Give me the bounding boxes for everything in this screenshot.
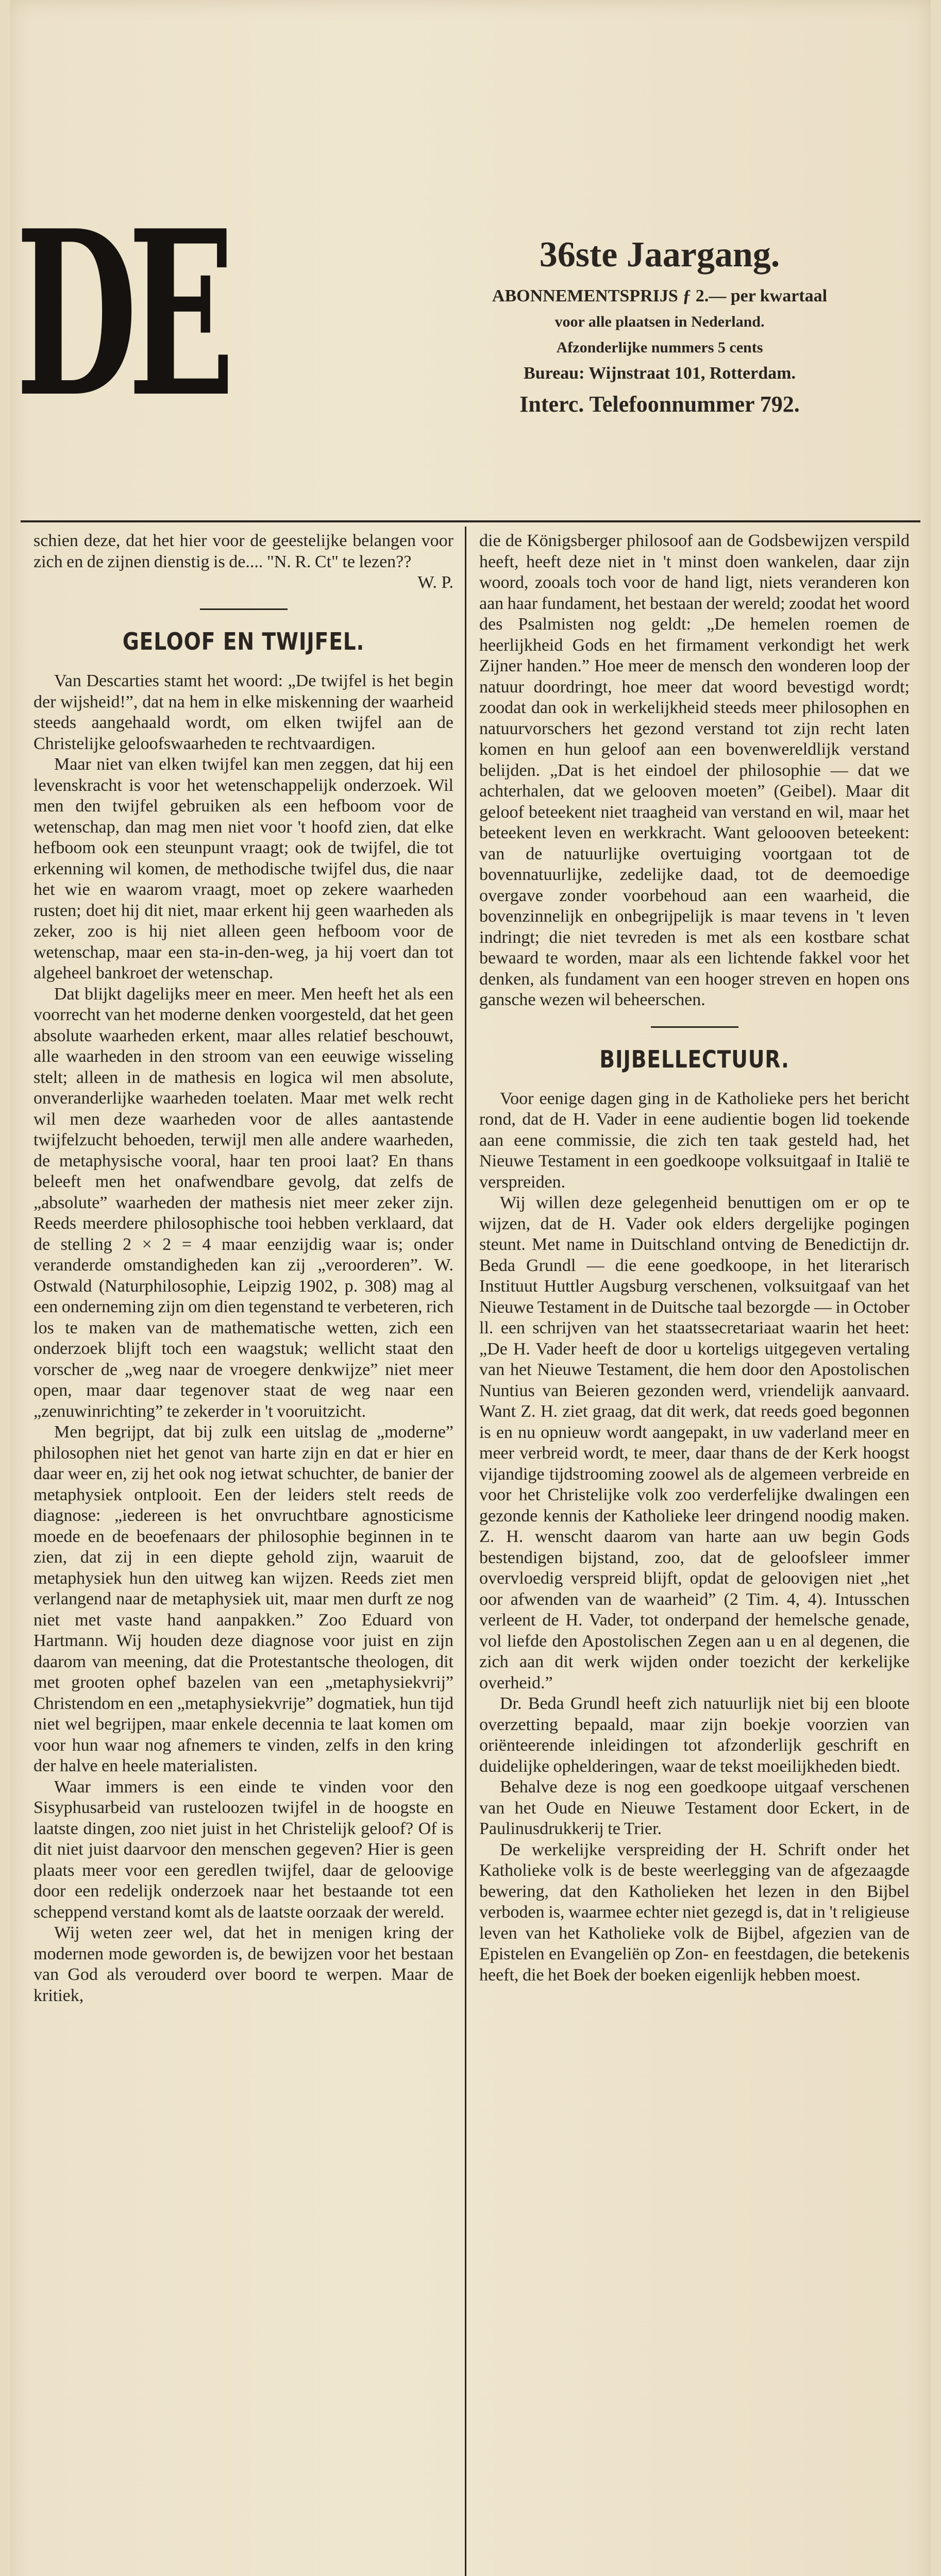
article-paragraph: Wij willen deze gelegenheid benuttigen om er op te wijzen, dat de H. Vader ook elders dergelijke pogingen steunt. Met name in Duitschland ontving de Benedictijn dr. Beda Grundl — die eene goedkoope, in het literarisch Instituut Huttler Augsburg verschenen, volksuitgaaf van het Nieuwe Testament in de Duitsche taal bezorgde — in October ll. een schrijven van het staatssecretariaat waarin het heet: „De H. Vader heeft de door u korteligs uitgegeven vertaling van het Nieuwe Testament, die hem door den Apostolischen Nuntius van Beieren gezonden werd, vriendelijk aanvaard. Want Z. H. ziet graag, dat dit werk, dat reeds goed begonnen is en nu opnieuw wordt aangepakt, in uw vaderland meer en meer verbreid wordt, te meer, daar thans de der Kerk hoogst vijandige tijdstrooming zoowel als de algemeen verbreide en voor het Christelijke volk zoo verderfelijke dwalingen een gezonde kennis der Katholieke leer dringend noodig maken. Z. H. wenscht daarom van harte aan uw begin Gods bestendigen bijstand, zoo, dat de geloofsleer immer overvloedig verspreid blijft, opdat de geloovigen niet „het oor afwenden van de waarheid” (2 Tim. 4, 4). Intusschen verleent de H. Vader, tot onderpand der hemelsche genade, vol liefde den Apostolischen Zegen aan u en al degenen, die zich aan dit werk wijden onder toezicht der kerkelijke overheid.” [479,1193,910,1692]
article-continuation: die de Königsberger philosoof aan de Godsbewijzen verspild heeft, heeft deze niet in 't minst doen wankelen, daar zijn woord, zooals toch voor de hand ligt, niets veranderen kon aan haar fundament, het bestaan der wereld; zoodat het woord des Psalmisten nog geldt: „De hemelen roemen de heerlijkheid Gods en het firmament verkondigt het werk Zijner handen.” Hoe meer de mensch den wonderen loop der natuur doordringt, hoe meer dat woord bevestigd wordt; zoodat dan ook in werkelijkheid steeds meer philosophen en natuurvorschers het gezond verstand tot zijn recht laten komen en hun geloof aan een bovenwereldlijk verstand belijden. „Dat is het eindoel der philosophie — dat we achterhalen, dat we gelooven moeten” (Geibel). Maar dit geloof beteekent niet traagheid van verstand en wil, maar het beteekent leven en werkkracht. Want geloooven beteekent: van de natuurlijke overtuiging voortgaan tot de bovennatuurlijke, zedelijke daad, tot de deemoedige overgave zonder voorbehoud aan een waarheid, die bovenzinnelijk en onbegrijpelijk is maar tevens in 't leven indringt; die niet tevreden is met als een kostbare schat bewaard te worden, maar als een lichtende fakkel voor het denken, als fundament van een hooger streven en hopen ons gansche wezen wil beheerschen. [479,531,910,1009]
separator-rule [651,1026,738,1028]
subscription-places: voor alle plaatsen in Nederland. [554,313,765,330]
subscription-price: ABONNEMENTSPRIJS ƒ 2.— per kwartaal [492,286,828,306]
article-paragraph: Maar niet van elken twijfel kan men zeggen, dat hij een levenskracht is voor het wetenschappelijk onderzoek. Wil men den twijfel gebruiken als een hefboom voor de wetenschap, dan mag men niet voor 't hoofd zien, dat elke hefboom ook een steunpunt vraagt; ook de twijfel, die tot erkenning wil komen, de methodische twijfel dus, die naar het wie en waarom vraagt, moet op zekere waarheden rusten; doet hij dit niet, maar erkent hij geen waarheden als zeker, zoo is hij niet alleen geen hefboom voor de wetenschap, maar een sta-in-den-weg, ja hij voert dan tot algeheel bankroet der wetenschap. [33,755,453,982]
article-paragraph: Dr. Beda Grundl heeft zich natuurlijk niet bij een bloote overzetting bepaald, maar zijn boekje voorzien van oriënteerende inleidingen tot afzonderlijk geschrift en duidelijke ophelderingen, waar de tekst moeilijkheden biedt. [479,1694,910,1776]
office-address: Bureau: Wijnstraat 101, Rotterdam. [524,364,796,383]
newspaper-page [10,0,931,2576]
masthead-logo: DE [15,181,226,447]
column-divider [465,527,466,2576]
article-paragraph: Van Descarties stamt het woord: „De twijfel is het begin der wijsheid!”, dat na hem in elke miskenning der waarheid steeds aangehaald wordt, om elken twijfel aan de Christelijke geloofswaarheden te rechtvaardigen. [33,671,453,753]
article-paragraph: Dat blijkt dagelijks meer en meer. Men heeft het als een voorrecht van het moderne denken voorgesteld, dat het geen absolute waarheden erkent, maar alles relatief beschouwt, alle waarheden in den stroom van een eeuwige wisseling stelt; alleen in de mathesis en logica wil men absolute, onveranderlijke waarheden toelaten. Maar met welk recht wil men deze waarheden voor de alles aantastende twijfelzucht behoeden, terwijl men alle andere waarheden, de metaphysische vooral, haar ten prooi laat? En thans beleeft men het onafwendbare gevolg, dat zelfs de „absolute” waarheden der mathesis niet meer zeker zijn. Reeds meerdere philosophische tooi hebben verklaard, dat de stelling 2 × 2 = 4 maar eenzijdig waar is; onder veranderde omstandigheden kan zij „veroorderen”. W. Ostwald (Naturphilosophie, Leipzig 1902, p. 308) mag al een onderneming zijn om dien tegenstand te verbeteren, rich los te maken van de mathematische wetten, zich een onderzoek blijft toch een waagstuk; wellicht staat den vorscher de „weg naar de vroegere denkwijze” niet meer open, maar daar tegenover staat de weg naar een „zenuwinrichting” te zekerder in 't vooruitzicht. [33,984,453,1421]
article-paragraph: Men begrijpt, dat bij zulk een uitslag de „moderne” philosophen niet het genot van harte zijn en dat er hier en daar weer en, zij het ook nog ietwat schuchter, de banier der metaphysiek ontplooit. Een der leiders stelt reeds de diagnose: „iedereen is het onvruchtbare agnosticisme moede en de beoefenaars der philosophie beginnen in te zien, dat zij in een diepte gehold zijn, waaruit de metaphysiek hun den uitweg kan wijzen. Reeds ziet men verlangend naar de metaphysiek uit, maar men durft ze nog niet met vaste hand aanpakken.” Zoo Eduard von Hartmann. Wij houden deze diagnose voor juist en zijn daarom van meening, dat die Protestantsche theologen, dit met grooten ophef bazelen van een „metaphysiekvrij” Christendom en een „metaphysiekvrije” dogmatiek, hun tijd niet wel begrijpen, maar enkele decennia te laat komen om voor hun waar nog afnemers te vinden, zelfs in den kring der halve en heele materialisten. [33,1422,453,1775]
separator-rule [200,608,288,610]
volume-year: 36ste Jaargang. [539,235,780,275]
fragment-signature: W. P. [417,573,453,592]
headline-geloof-en-twijfel: GELOOF EN TWIJFEL. [122,628,365,655]
single-issue-price: Afzonderlijke nummers 5 cents [556,339,763,356]
top-left-fragment: schien deze, dat het hier voor de geestelijke belangen voor zich en de zijnen dienstig is de.... "N. R. Ct" te lezen?? [33,531,453,571]
article-paragraph: Wij weten zeer wel, dat het in menigen kring der modernen mode geworden is, de bewijzen voor het bestaan van God als verouderd over boord te werpen. Maar de kritiek, [33,1923,453,2005]
article-paragraph: De werkelijke verspreiding der H. Schrift onder het Katholieke volk is de beste weerlegging van de afgezaagde bewering, dat den Katholieken het lezen in den Bijbel verboden is, waarmee echter niet gezegd is, dat in 't religieuse leven van het Katholieke volk de Bijbel, afgezien van de Epistelen en Evangeliën op Zon- en feestdagen, die betekenis heeft, die het Boek der boeken eigenlijk hebben moest. [479,1840,910,1985]
article-paragraph: Voor eenige dagen ging in de Katholieke pers het bericht rond, dat de H. Vader in eene audientie bogen lid toekende aan eene commissie, die zich ten taak gesteld had, het Nieuwe Testament in een goedkoope volksuitgaaf in Italië te verspreiden. [479,1089,910,1192]
masthead-info [392,227,928,422]
article-paragraph: Behalve deze is nog een goedkoope uitgaaf verschenen van het Oude en Nieuwe Testament door Eckert, in de Paulinusdrukkerij te Trier. [479,1777,910,1838]
masthead [10,0,931,515]
left-column [33,531,453,2006]
right-column [479,531,910,1986]
masthead-rule [21,520,920,522]
phone-number: Interc. Telefoonnummer 792. [519,392,800,417]
headline-bijbellectuur: BIJBELLECTUUR. [599,1045,789,1073]
article-paragraph: Waar immers is een einde te vinden voor den Sisyphusarbeid van rusteloozen twijfel in de hoogste en laatste dingen, zoo niet juist in het Christelijk geloof? Of is dit niet juist daarvoor den menschen gegeven? Hier is geen plaats meer voor een geredlen twijfel, daar de geloovige door een redelijk onderzoek naar het bestaande tot een scheppend verstand komt als de laatste oorzaak der wereld. [33,1777,453,1922]
